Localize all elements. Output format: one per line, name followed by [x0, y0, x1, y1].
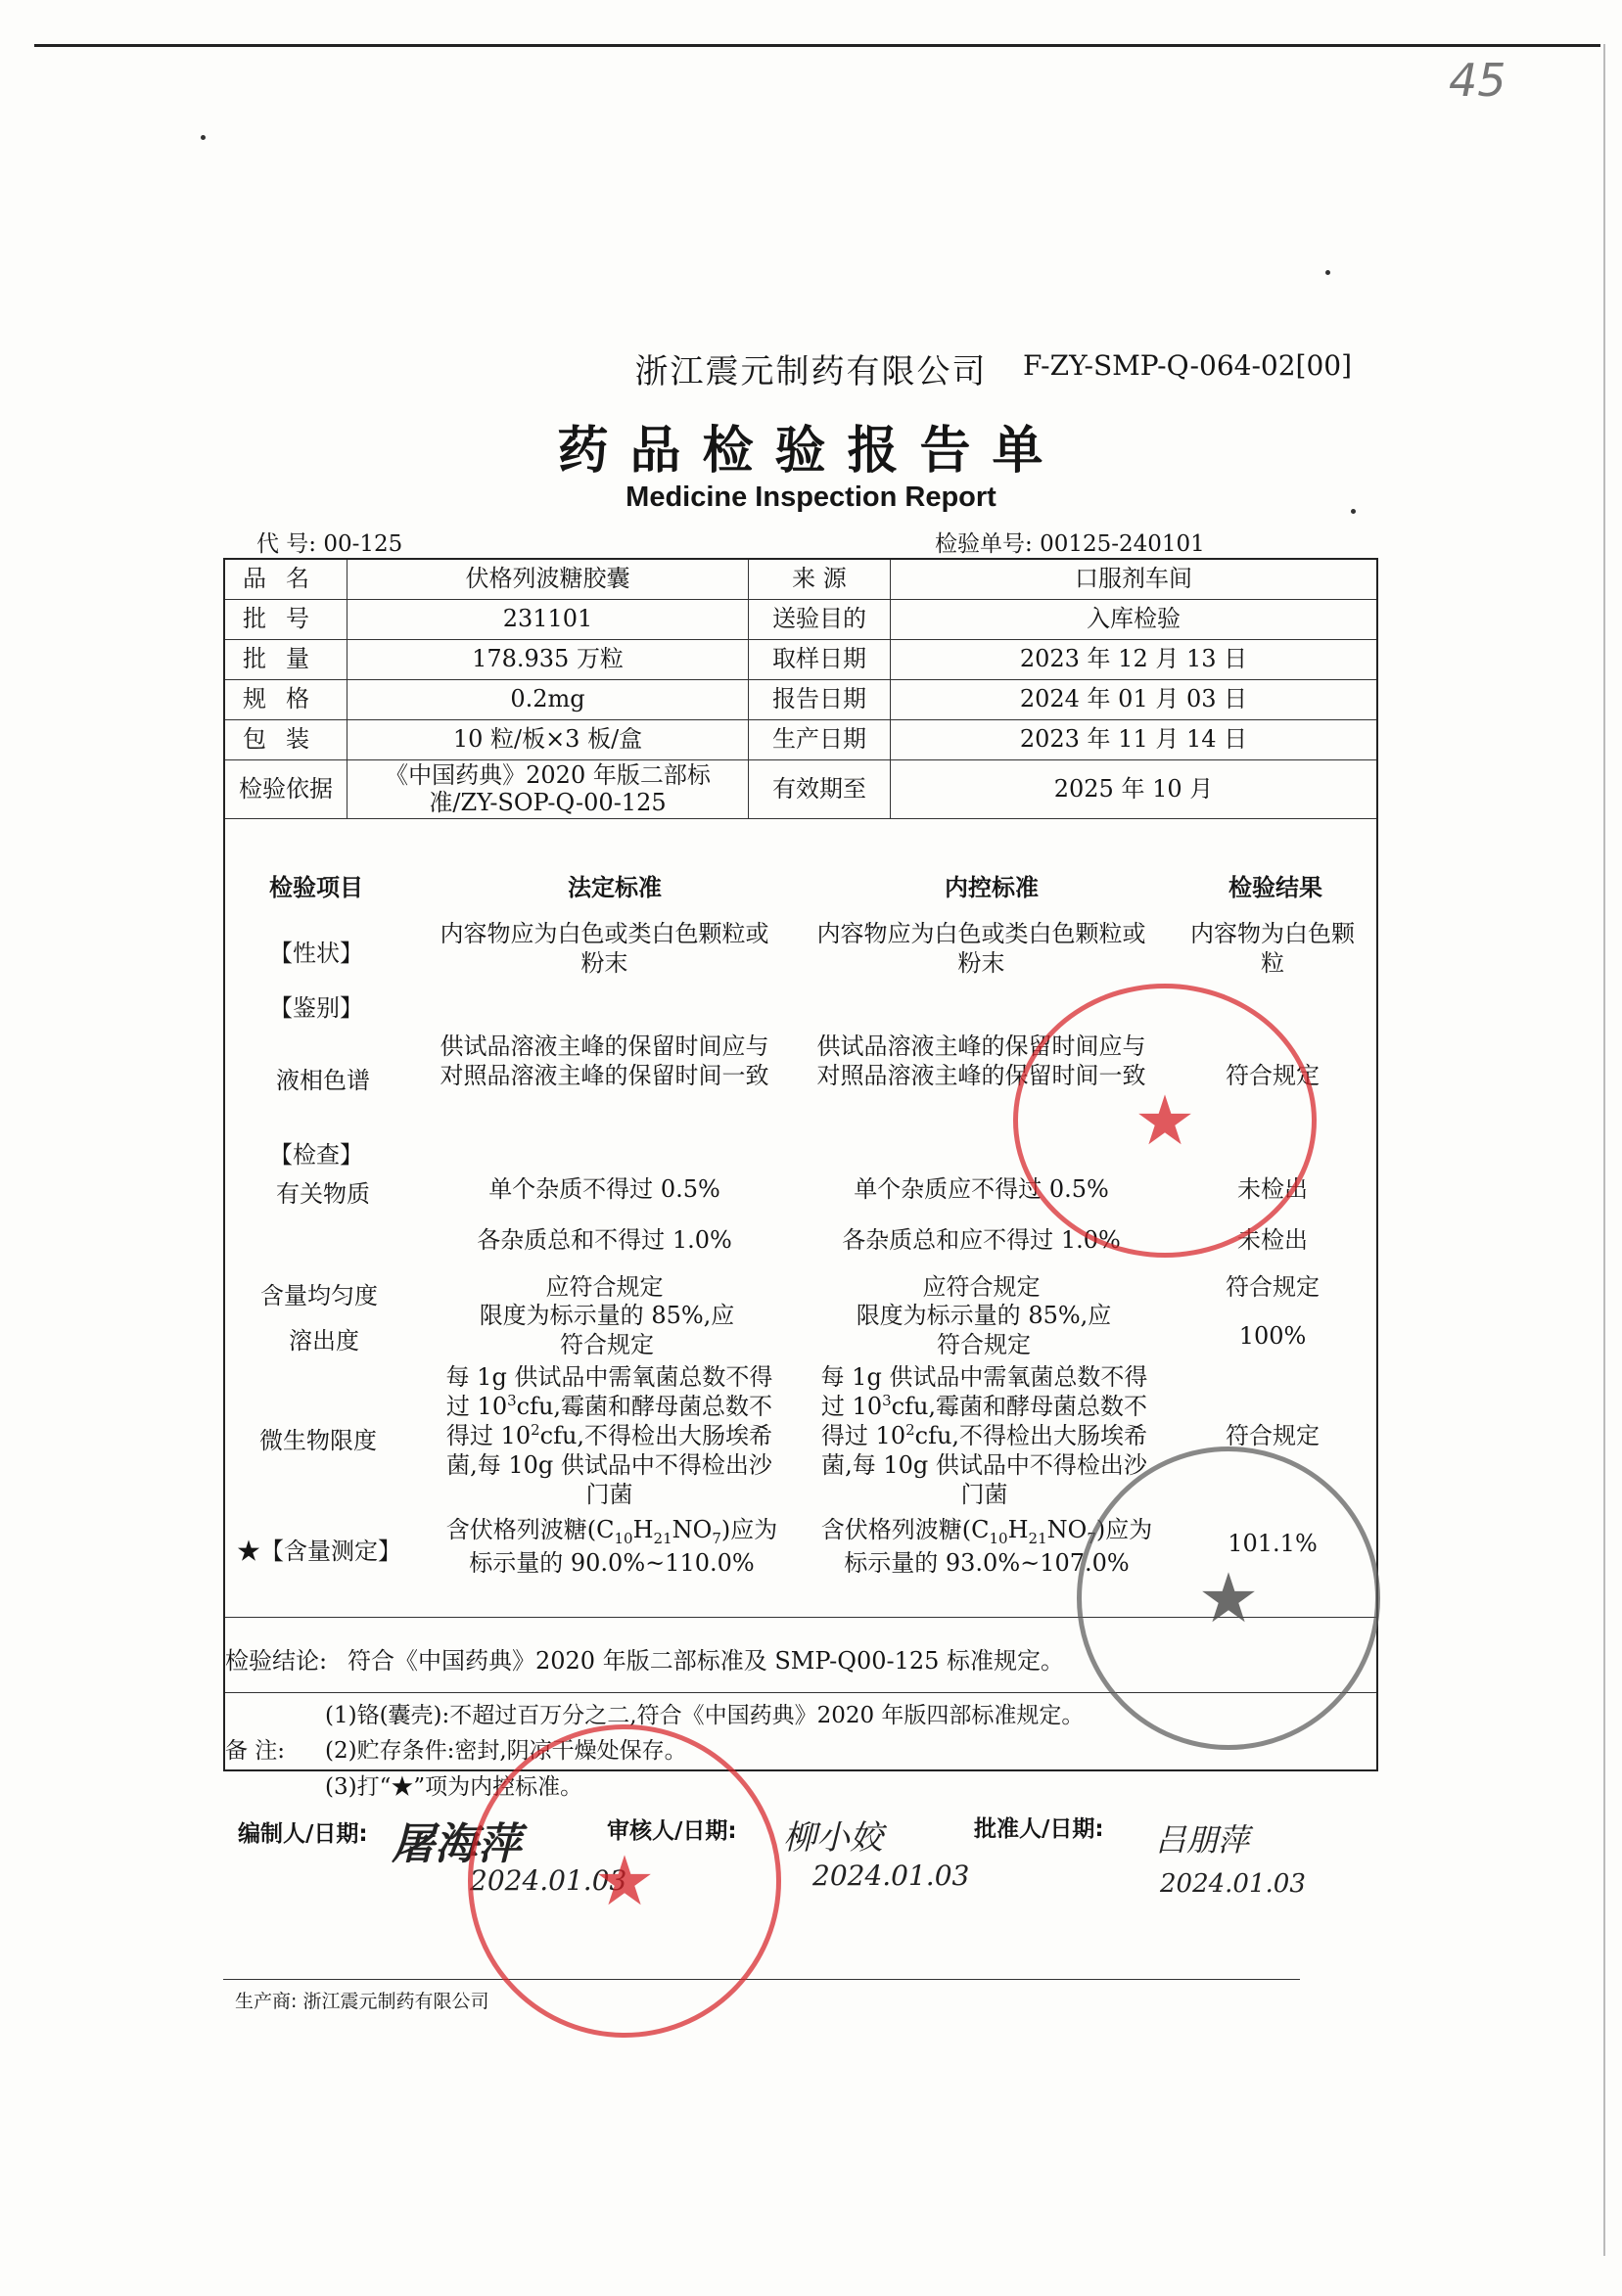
internal-appearance: 内容物应为白色或类白色颗粒或粉末: [816, 920, 1146, 977]
info-label: 品名: [225, 560, 348, 599]
preparer-date: 2024.01.03: [470, 1864, 627, 1897]
info-value: 2024 年 01 月 03 日: [1019, 685, 1248, 713]
remark-item: (2)贮存条件:密封,阴凉干燥处保存。: [325, 1738, 687, 1764]
producer-label: 生产商:: [235, 1991, 298, 2012]
info-value: 0.2mg: [348, 680, 749, 719]
info-label: 批号: [225, 600, 348, 639]
top-border: [34, 44, 1600, 47]
statutory-hplc: 供试品溶液主峰的保留时间应与对照品溶液主峰的保留时间一致: [440, 1033, 769, 1089]
result-uniformity: 符合规定: [1226, 1273, 1320, 1301]
code-value: 00-125: [323, 531, 403, 557]
info-row: [225, 720, 1376, 760]
grey-seal-inspection: [1077, 1446, 1380, 1750]
statutory-microbial: 每 1g 供试品中需氧菌总数不得过 $10^3cfu$,霉菌和酵母菌总数不得过 $10^2cfu$,不得检出大肠埃希菌,每 10g 供试品中不得检出沙门菌: [445, 1363, 773, 1508]
reviewer-signature: 柳小姣: [783, 1818, 883, 1858]
info-value: 2023 年 12 月 13 日: [1019, 645, 1248, 673]
info-value: 231101: [348, 600, 749, 639]
test-item-check: 【检查】: [269, 1141, 363, 1169]
info-label: 送验目的: [749, 600, 891, 639]
result-related: 未检出: [1237, 1175, 1308, 1203]
approver-date: 2024.01.03: [1160, 1869, 1306, 1899]
info-row: [225, 640, 1376, 680]
scan-speck: [201, 135, 206, 140]
header-statutory: 法定标准: [568, 873, 662, 901]
info-row: [225, 600, 1376, 640]
approver-label: 批准人/日期:: [974, 1816, 1104, 1842]
preparer-label: 编制人/日期:: [238, 1821, 368, 1847]
test-item-identification: 【鉴别】: [269, 994, 363, 1022]
info-row: [225, 760, 1376, 819]
footer-divider: [223, 1979, 1300, 1980]
report-number-label: 检验单号:: [935, 531, 1033, 557]
internal-related-total: 各杂质总和应不得过 1.0%: [842, 1226, 1121, 1254]
info-label: 规格: [225, 680, 348, 719]
reviewer-label: 审核人/日期:: [607, 1818, 737, 1844]
info-label: 有效期至: [749, 760, 891, 818]
approver-signature: 吕朋萍: [1155, 1821, 1250, 1859]
test-item-microbial: 微生物限度: [259, 1427, 377, 1454]
info-value: 178.935 万粒: [348, 640, 749, 679]
info-value: 伏格列波糖胶囊: [348, 560, 749, 599]
info-label: 批量: [225, 640, 348, 679]
seal-star-icon: ★: [1197, 1558, 1260, 1638]
code-label: 代 号:: [256, 531, 317, 557]
info-value: 10 粒/板×3 板/盒: [348, 720, 749, 759]
test-item-related: 有关物质: [276, 1180, 370, 1208]
internal-related: 单个杂质应不得过 0.5%: [854, 1175, 1109, 1203]
info-label: 检验依据: [225, 760, 348, 818]
report-subtitle: Medicine Inspection Report: [626, 482, 996, 513]
info-label: 报告日期: [749, 680, 891, 719]
red-seal-quality-dept-bottom: [468, 1724, 781, 2038]
internal-assay: 含伏格列波糖$(C_{10}H_{21}NO_7)$应为标示量的 93.0%~107.0%: [820, 1516, 1153, 1577]
info-label: 生产日期: [749, 720, 891, 759]
test-item-hplc: 液相色谱: [276, 1067, 370, 1094]
info-label: 包装: [225, 720, 348, 759]
producer-value: 浙江震元制药有限公司: [302, 1991, 489, 2012]
info-value: 入库检验: [1087, 605, 1181, 633]
test-item-assay: ★【含量测定】: [237, 1538, 401, 1565]
info-value: 口服剂车间: [1075, 565, 1192, 593]
conclusion-label: 检验结论:: [225, 1647, 328, 1675]
info-label: 来 源: [749, 560, 891, 599]
report-number-field: [935, 526, 1205, 558]
internal-hplc: 供试品溶液主峰的保留时间应与对照品溶液主峰的保留时间一致: [816, 1033, 1146, 1089]
info-value: 2025 年 10 月: [1053, 774, 1214, 803]
info-label: 取样日期: [749, 640, 891, 679]
remark-item: (1)铬(囊壳):不超过百万分之二,符合《中国药典》2020 年版四部标准规定。: [325, 1703, 1085, 1728]
seal-star-icon: ★: [1134, 1080, 1196, 1161]
statutory-appearance: 内容物应为白色或类白色颗粒或粉末: [440, 920, 769, 977]
test-item-uniformity: 含量均匀度: [260, 1282, 378, 1309]
report-title: 药品检验报告单: [557, 421, 1065, 481]
handwritten-page-number: 45: [1449, 54, 1506, 107]
result-microbial: 符合规定: [1226, 1422, 1320, 1449]
remark-item: (3)打“★”项为内控标准。: [325, 1774, 583, 1800]
internal-uniformity: 应符合规定: [922, 1273, 1041, 1301]
reviewer-date: 2024.01.03: [812, 1860, 970, 1892]
producer: [235, 1987, 488, 2013]
report-number-value: 00125-240101: [1040, 531, 1205, 557]
info-value: 《中国药典》2020 年版二部标准/ZY-SOP-Q-00-125: [348, 760, 749, 818]
test-item-appearance: 【性状】: [269, 940, 363, 967]
code-field: [256, 526, 402, 558]
result-appearance: 内容物为白色颗粒: [1190, 920, 1355, 977]
header-internal: 内控标准: [945, 873, 1039, 901]
statutory-dissolution: 限度为标示量的 85%,应符合规定: [479, 1302, 735, 1358]
statutory-related: 单个杂质不得过 0.5%: [488, 1175, 720, 1203]
red-seal-quality-dept: [1013, 984, 1317, 1258]
header-item: 检验项目: [269, 873, 363, 901]
result-dissolution: 100%: [1238, 1322, 1307, 1350]
result-assay: 101.1%: [1228, 1530, 1318, 1557]
preparer-signature: 屠海萍: [392, 1819, 521, 1869]
statutory-assay: 含伏格列波糖$(C_{10}H_{21}NO_7)$应为标示量的 90.0%~110.0%: [445, 1516, 778, 1577]
header-result: 检验结果: [1228, 873, 1322, 901]
statutory-uniformity: 应符合规定: [545, 1273, 664, 1301]
info-row: [225, 680, 1376, 720]
result-hplc: 符合规定: [1226, 1062, 1320, 1089]
scan-speck: [1325, 270, 1330, 275]
company-name: 浙江震元制药有限公司: [634, 352, 988, 391]
internal-microbial: 每 1g 供试品中需氧菌总数不得过 $10^3cfu$,霉菌和酵母菌总数不得过 $10^2cfu$,不得检出大肠埃希菌,每 10g 供试品中不得检出沙门菌: [820, 1363, 1148, 1508]
info-row: [225, 560, 1376, 600]
seal-star-icon: ★: [593, 1841, 656, 1921]
info-value: 2023 年 11 月 14 日: [1019, 725, 1248, 754]
remarks-label: 备 注:: [225, 1738, 286, 1764]
internal-dissolution: 限度为标示量的 85%,应符合规定: [856, 1302, 1112, 1358]
test-item-dissolution: 溶出度: [289, 1327, 359, 1355]
result-related-total: 未检出: [1237, 1226, 1308, 1254]
form-code: F-ZY-SMP-Q-064-02[00]: [1023, 349, 1353, 382]
statutory-related-total: 各杂质总和不得过 1.0%: [477, 1226, 732, 1254]
conclusion-text: 符合《中国药典》2020 年版二部标准及 SMP-Q00-125 标准规定。: [348, 1647, 1065, 1675]
